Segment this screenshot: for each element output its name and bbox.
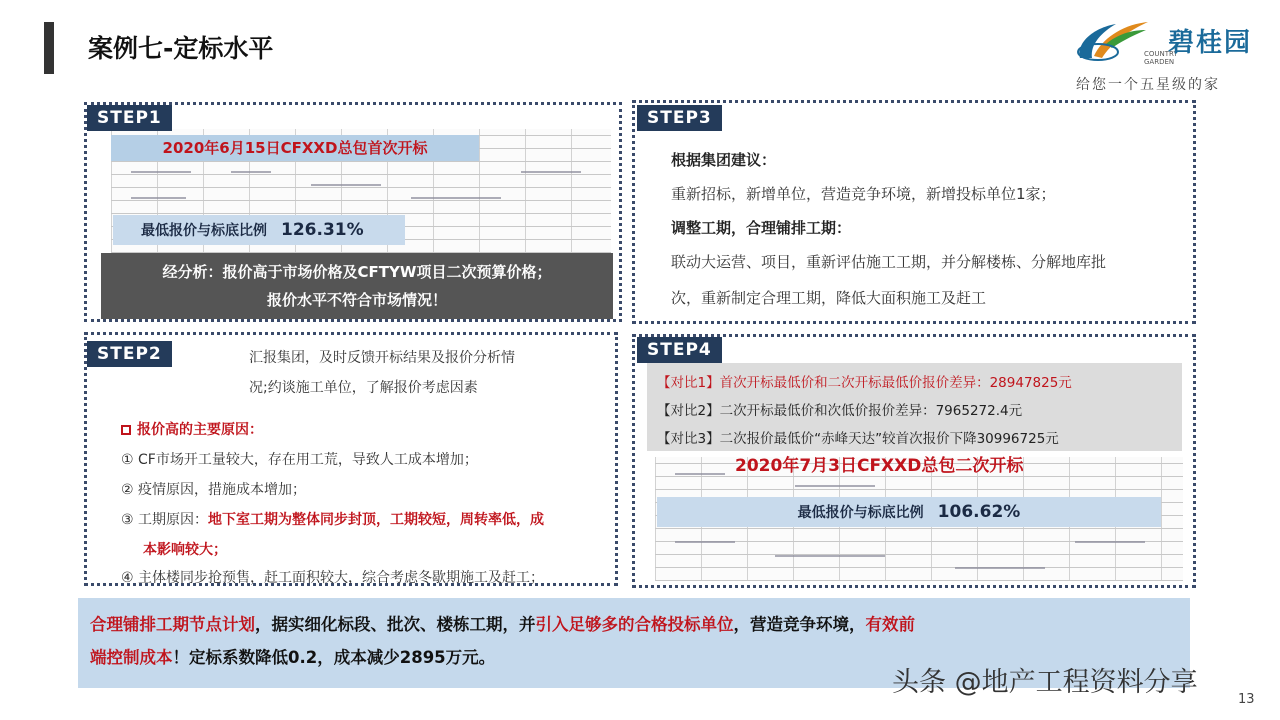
step2-intro-1: 汇报集团，及时反馈开标结果及报价分析情 xyxy=(249,350,515,366)
step2-reason-4: ④ 主体楼同步抢预售，赶工面积较大，综合考虑冬歇期施工及赶工； xyxy=(121,570,544,586)
analysis-line-1: 经分析：报价高于市场价格及CFTYW项目二次预算价格； xyxy=(162,263,552,281)
step2-heading: 报价高的主要原因： xyxy=(121,419,263,439)
step4-ratio xyxy=(657,497,1161,527)
step1-analysis xyxy=(101,253,613,319)
company-logo xyxy=(1072,10,1267,95)
logo-swoosh-icon xyxy=(1072,14,1152,70)
summary-box: 合理铺排工期节点计划，据实细化标段、批次、楼栋工期，并引入足够多的合格投标单位，营造竞争环境，有效前 端控制成本！定标系数降低0.2，成本减少2895万元。 xyxy=(78,598,1190,688)
step4-ratio-value: 106.62% xyxy=(937,502,1021,522)
step1-panel xyxy=(84,102,622,322)
logo-sublabel: COUNTRY GARDEN xyxy=(1144,50,1178,66)
step3-heading-2: 调整工期，合理铺排工期： xyxy=(671,219,852,237)
logo-slogan: 给您一个五星级的家 xyxy=(1076,77,1220,93)
comparison-2: 【对比2】二次开标最低价和次低价报价差异：7965272.4元 xyxy=(657,403,1023,419)
step1-ratio-label: 最低报价与标底比例 xyxy=(141,223,267,239)
step1-tag: STEP1 xyxy=(87,105,172,131)
step3-line-2: 联动大运营、项目，重新评估施工工期，并分解楼栋、分解地库批 xyxy=(671,253,1107,271)
analysis-line-2: 报价水平不符合市场情况！ xyxy=(266,291,447,309)
step2-reason-3: ③ 工期原因：地下室工期为整体同步封顶，工期较短，周转率低，成 xyxy=(121,512,545,528)
step4-ratio-label: 最低报价与标底比例 xyxy=(797,505,924,521)
step1-banner: 2020年6月15日CFXXD总包首次开标 xyxy=(111,135,479,161)
title-accent-bar xyxy=(44,22,54,74)
step2-reason-1: ① CF市场开工量较大，存在用工荒，导致人工成本增加； xyxy=(121,452,478,468)
step2-tag: STEP2 xyxy=(87,341,172,367)
comparison-3: 【对比3】二次报价最低价“赤峰天达”较首次报价下降30996725元 xyxy=(657,431,1059,447)
comparison-1: 【对比1】首次开标最低价和二次开标最低价报价差异：28947825元 xyxy=(657,375,1072,391)
step2-reason-3-cont: 本影响较大； xyxy=(143,542,227,558)
step3-line-3: 次，重新制定合理工期，降低大面积施工及赶工 xyxy=(671,289,987,307)
logo-name: 碧桂园 xyxy=(1168,28,1253,58)
step3-heading-1: 根据集团建议： xyxy=(671,151,777,169)
step4-banner: 2020年7月3日CFXXD总包二次开标 xyxy=(735,456,1024,476)
watermark: 头条 @地产工程资料分享 xyxy=(892,667,1198,698)
step4-panel xyxy=(632,334,1196,588)
square-bullet-icon xyxy=(121,425,131,435)
step3-line-1: 重新招标，新增单位，营造竞争环境，新增投标单位1家； xyxy=(671,185,1056,203)
step4-comparison-box xyxy=(647,363,1182,451)
step1-ratio-value: 126.31% xyxy=(281,220,364,240)
page-title: 案例七-定标水平 xyxy=(88,34,274,63)
step2-reason-2: ② 疫情原因，措施成本增加； xyxy=(121,482,307,498)
step4-tag: STEP4 xyxy=(637,337,722,363)
page-number: 13 xyxy=(1238,692,1255,707)
step3-tag: STEP3 xyxy=(637,105,722,131)
step1-ratio xyxy=(113,215,405,245)
step2-intro-2: 况;约谈施工单位，了解报价考虑因素 xyxy=(249,380,478,396)
step3-panel xyxy=(632,100,1196,324)
step2-panel xyxy=(84,332,618,586)
